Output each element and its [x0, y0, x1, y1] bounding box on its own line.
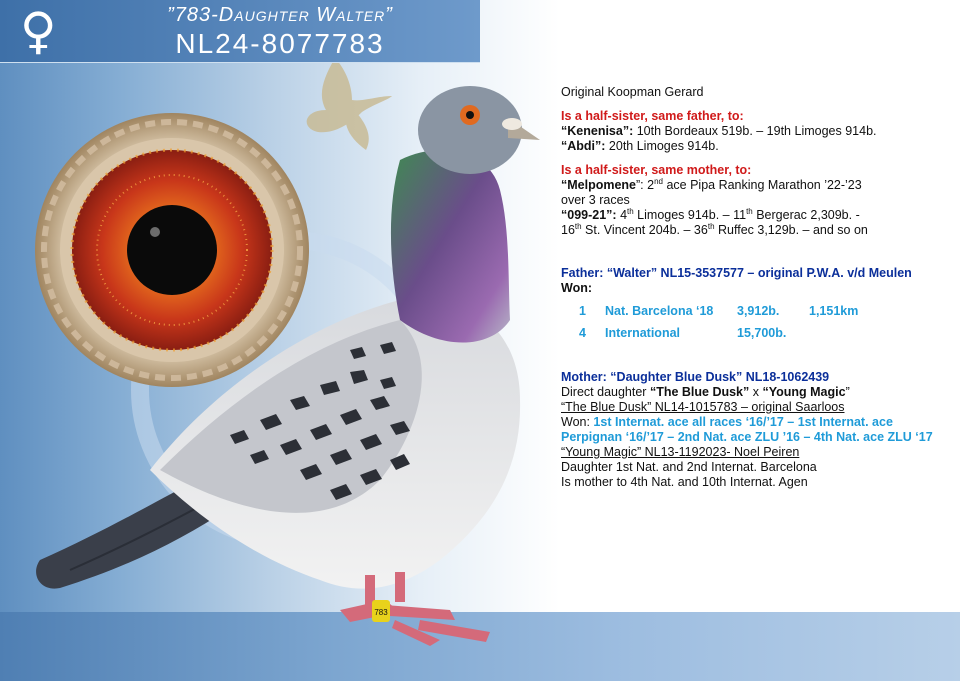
half-sister-mother-2-line2: 16th St. Vincent 204b. – 36th Ruffec 3,129b. – and so on	[561, 221, 868, 237]
mother-to-line: Is mother to 4th Nat. and 10th Internat. Agen	[561, 475, 808, 489]
half-sister-mother-1: “Melpomene”: 2nd ace Pipa Ranking Marathon ’22-’23	[561, 176, 862, 192]
pigeon-head	[418, 86, 522, 174]
won-label: Won:	[561, 281, 593, 295]
leg-ring-number: 783	[374, 608, 388, 617]
eye-pupil	[127, 205, 217, 295]
eye-closeup	[35, 113, 309, 387]
half-sister-mother-heading: Is a half-sister, same mother, to:	[561, 163, 752, 177]
female-symbol-icon: ♀	[20, 2, 57, 60]
half-sister-father-2: “Abdi”: 20th Limoges 914b.	[561, 139, 719, 153]
direct-daughter-line: Direct daughter “The Blue Dusk” x “Young Magic”	[561, 385, 850, 399]
flying-bird-silhouette	[307, 58, 392, 150]
pigeon-neck	[391, 150, 510, 343]
pigeon-name: ”783-Daughter Walter”	[167, 4, 393, 26]
table-row: 1 Nat. Barcelona ‘18 3,912b. 1,151km	[579, 303, 859, 318]
pigeon-cere	[502, 118, 522, 130]
father-line: Father: “Walter” NL15-3537577 – original P.W.A. v/d Meulen	[561, 266, 912, 280]
blue-dusk-line: “The Blue Dusk” NL14-1015783 – original Saarloos	[561, 400, 845, 414]
half-sister-father-1: “Kenenisa”: 10th Bordeaux 519b. – 19th Limoges 914b.	[561, 124, 877, 138]
origin-line: Original Koopman Gerard	[561, 85, 704, 99]
pedigree-text	[561, 85, 956, 490]
half-sister-mother-1-line2: over 3 races	[561, 193, 630, 207]
half-sister-father-heading: Is a half-sister, same father, to:	[561, 109, 744, 123]
mother-line: Mother: “Daughter Blue Dusk” NL18-1062439	[561, 370, 830, 384]
daughter-line: Daughter 1st Nat. and 2nd Internat. Barcelona	[561, 460, 817, 474]
title-banner	[0, 0, 480, 63]
table-row: 4 International 15,700b.	[579, 325, 787, 340]
won-results: Won: 1st Internat. ace all races ‘16/’17 – 1st Internat. ace Perpignan ‘16/’17 – 2nd Nat. ace ZLU ’16 – 4th Nat. ace ZLU ‘17	[561, 415, 933, 444]
young-magic-line: “Young Magic” NL13-1192023- Noel Peiren	[561, 445, 800, 459]
ring-number: NL24-8077783	[175, 28, 385, 59]
half-sister-mother-2: “099-21”: 4th Limoges 914b. – 11th Bergerac 2,309b. -	[561, 206, 860, 222]
wins-table	[579, 300, 858, 344]
